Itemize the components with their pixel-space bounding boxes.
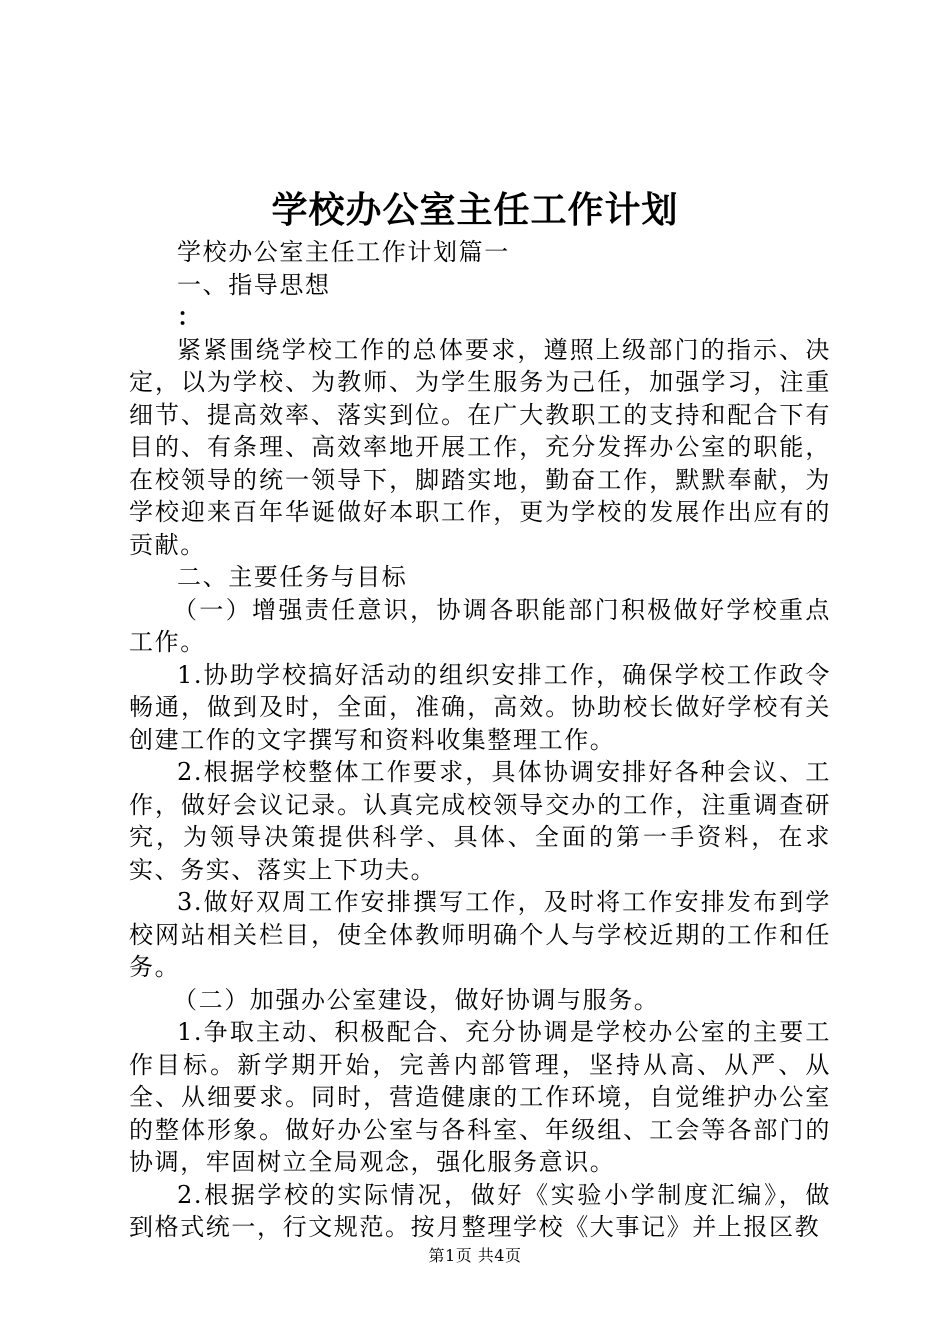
section-heading-main-tasks: 二、主要任务与目标 bbox=[177, 563, 408, 591]
page-footer: 第1页 共4页 bbox=[428, 1246, 522, 1265]
section-heading-guiding-ideology: 一、指导思想 bbox=[177, 270, 331, 299]
list-item-paragraph: 2.根据学校整体工作要求，具体协调安排好各种会议、工作，做好会议记录。认真完成校领导交办的工作，注重调查研究，为领导决策提供科学、具体、全面的第一手资料，在求实、务实、落实上下功夫。 bbox=[129, 758, 831, 884]
colon-line: ： bbox=[177, 302, 203, 331]
list-item-paragraph: 1.协助学校搞好活动的组织安排工作，确保学校工作政令畅通，做到及时，全面，准确，高效。协助校长做好学校有关创建工作的文字撰写和资料收集整理工作。 bbox=[129, 660, 831, 754]
document-title: 学校办公室主任工作计划 bbox=[271, 189, 679, 231]
document-body bbox=[129, 236, 831, 1244]
subtitle-paragraph: 学校办公室主任工作计划篇一 bbox=[177, 238, 510, 266]
subsection-heading-2: （二）加强办公室建设，做好协调与服务。 bbox=[173, 985, 660, 1014]
list-item-paragraph: 2.根据学校的实际情况，做好《实验小学制度汇编》，做到格式统一，行文规范。按月整理学校《大事记》并上报区教 bbox=[129, 1180, 831, 1241]
list-item-paragraph: 1.争取主动、积极配合、充分协调是学校办公室的主要工作目标。新学期开始，完善内部管理，坚持从高、从严、从全、从细要求。同时，营造健康的工作环境，自觉维护办公室的整体形象。做好办公室与各科室、年级组、工会等各部门的协调，牢固树立全局观念，强化服务意识。 bbox=[129, 1018, 831, 1176]
subsection-heading-1: （一）增强责任意识，协调各职能部门积极做好学校重点工作。 bbox=[129, 595, 831, 656]
body-paragraph: 紧紧围绕学校工作的总体要求，遵照上级部门的指示、决定，以为学校、为教师、为学生服务为己任，加强学习，注重细节、提高效率、落实到位。在广大教职工的支持和配合下有目的、有条理、高效率地开展工作，充分发挥办公室的职能，在校领导的统一领导下，脚踏实地，勤奋工作，默默奉献，为学校迎来百年华诞做好本职工作，更为学校的发展作出应有的贡献。 bbox=[129, 335, 831, 559]
list-item-paragraph: 3.做好双周工作安排撰写工作，及时将工作安排发布到学校网站相关栏目，使全体教师明确个人与学校近期的工作和任务。 bbox=[129, 888, 831, 981]
